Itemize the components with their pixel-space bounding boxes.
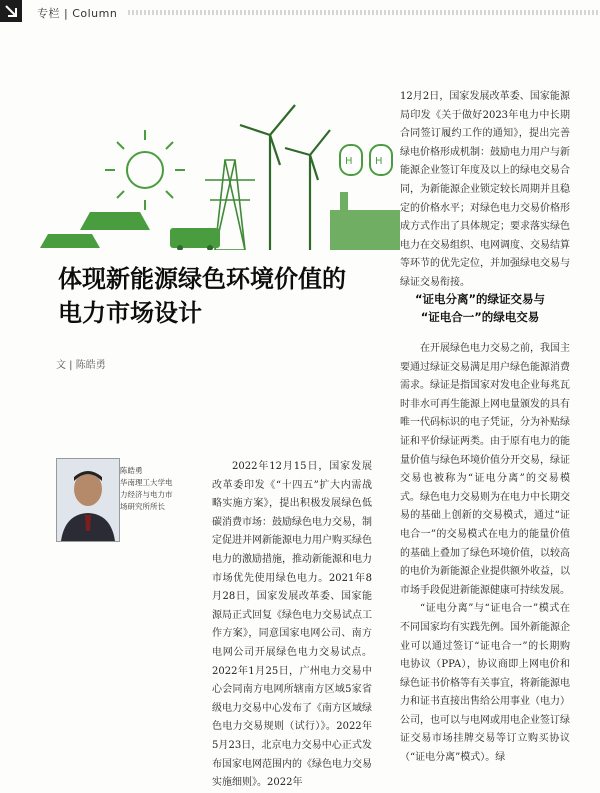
header-stripe — [128, 10, 600, 15]
body-left-column — [212, 458, 372, 793]
author-byline: 文 | 陈皓勇 — [56, 360, 106, 371]
author-bio — [120, 465, 173, 513]
paragraph: 2022年12月15日，国家发展改革委印发《“十四五”扩大内需战略实施方案》，提出积极发展绿色低碳消费市场：鼓励绿色电力交易，制定促进并网新能源电力用户购买绿色电力的激励措施，推动新能源和电力市场优先使用绿色电力。2021年8月28日，国家发展改革委、国家能源局正式回复《绿色电力交易试点工作方案》，同意国家电网公司、南方电网公司开展绿色电力交易试点。2022年1月25日，广州电力交易中心会同南方电网所辖南方区域5家省级电力交易中心发布了《南方区域绿色电力交易规则（试行）》。2022年5月23日，北京电力交易中心正式发布国家电网范围内的《绿色电力交易实施细则》。2022年 — [212, 461, 372, 789]
paragraph: 12月2日，国家发展改革委、国家能源局印发《关于做好2023年电力中长期合同签订履约工作的通知》，提出完善绿电价格形成机制：鼓励电力用户与新能源企业签订年度及以上的绿电交易合同，为新能源企业锁定较长周期并且稳定的价格水平；对绿色电力交易价格形成方式作出了具体规定；要求落实绿色电力在交易组织、电网调度、交易结算等环节的优先定位，并加强绿电交易与绿证交易衔接。 — [400, 91, 570, 288]
person-icon — [57, 459, 119, 541]
svg-text:H: H — [345, 156, 353, 167]
bio-line: 场研究所所长 — [120, 502, 165, 511]
column-label: 专栏 | Column — [37, 7, 118, 20]
bio-line: 华南理工大学电 — [120, 478, 173, 487]
arrow-icon — [3, 3, 19, 19]
body-right-top — [400, 88, 570, 293]
section-title-line-2: “证电合一”的绿电交易 — [420, 310, 540, 324]
paragraph: “证电分离”与“证电合一”模式在不同国家均有实践先例。国外新能源企业可以通过签订“证电合一”的长期购电协议（PPA），协议商即上网电价和绿色证书价格等有关事宜，将新能源电力和证书直接出售给公用事业（电力）公司，也可以与电网或用电企业签订绿证交易市场挂牌交易等订立购买协议（“证电分离”模式）。绿 — [400, 603, 570, 764]
body-right-main — [400, 340, 570, 768]
green-energy-illustration-icon — [40, 100, 400, 250]
author-photo — [56, 458, 120, 542]
svg-text:H: H — [375, 156, 383, 167]
title-line-1: 体现新能源绿色环境价值的 — [58, 265, 346, 293]
section-title — [390, 290, 570, 326]
section-title-line-1: “证电分离”的绿证交易与 — [414, 292, 546, 306]
paragraph: 在开展绿色电力交易之前，我国主要通过绿证交易满足用户绿色能源消费需求。绿证是指国家对发电企业每兆瓦时非水可再生能源上网电量颁发的具有唯一代码标识的电子凭证，分为补贴绿证和平价绿证两类。由于原有电力的能量价值与绿色环境价值分开交易，绿证交易也被称为“证电分离”的交易模式。绿色电力交易则为在电力中长期交易的基础上创新的交易模式，通过“证电合一”的交易模式在电力的能量价值的基础上叠加了绿色环境价值，以较高的电价为新能源企业提供额外收益，以市场手段促进新能源健康可持续发展。 — [400, 343, 570, 596]
article-title — [58, 262, 346, 330]
bio-line: 陈皓勇 — [120, 466, 143, 475]
column-tab-icon — [0, 0, 22, 22]
bio-line: 力经济与电力市 — [120, 490, 173, 499]
title-line-2: 电力市场设计 — [58, 299, 202, 327]
